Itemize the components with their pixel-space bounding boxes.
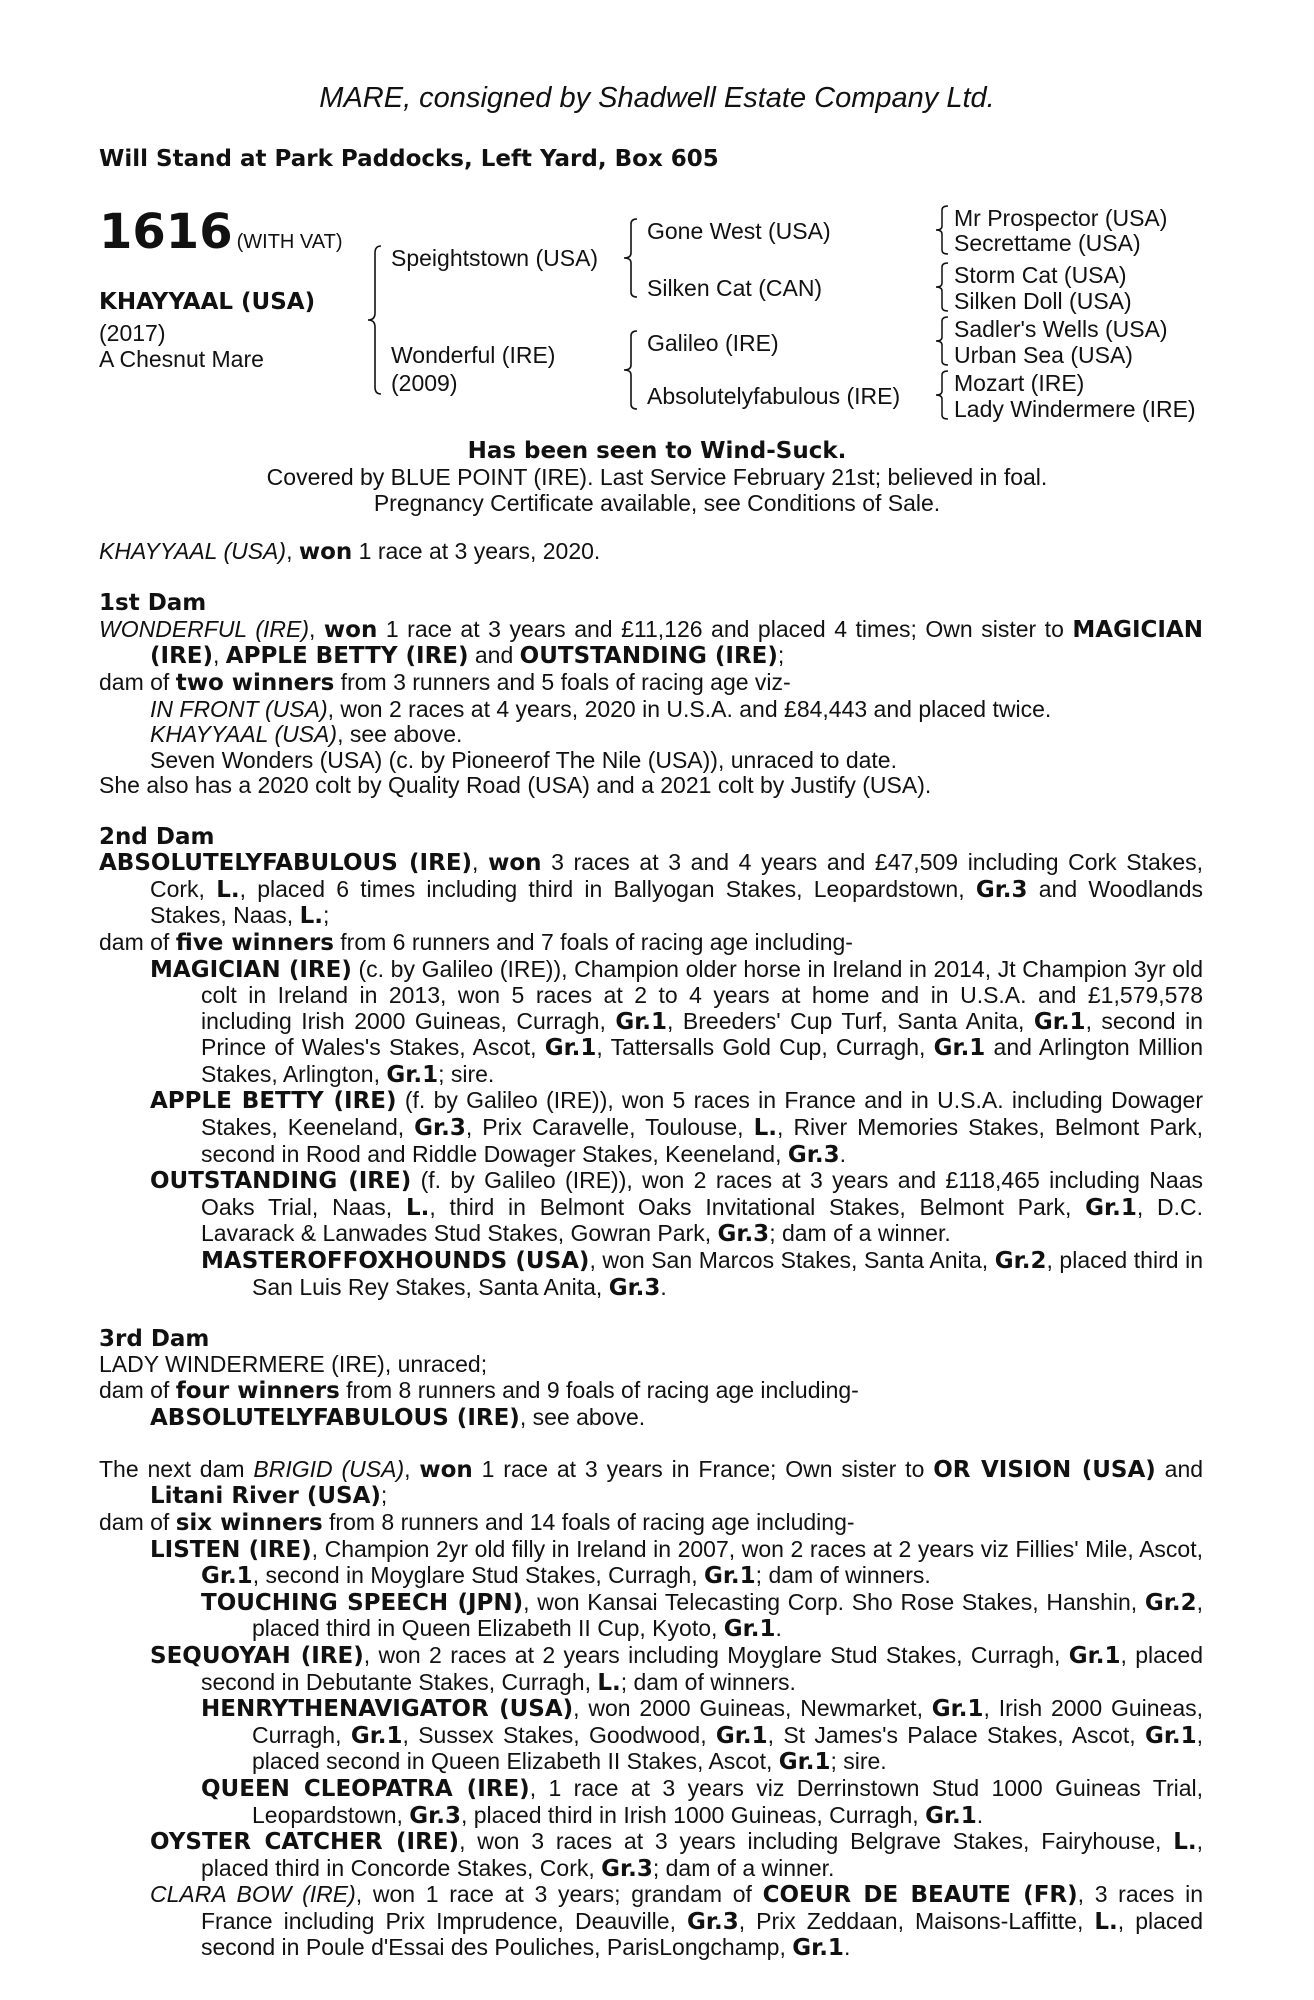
first-dam-heading: 1st Dam: [99, 590, 207, 617]
produce-outstanding: OUTSTANDING (IRE) (f. by Galileo (IRE)), won 2 races at 3 years and £118,465 including Naas Oaks Trial, Naas, L., third in Belmont Oaks Invitational Stakes, Belmont Park, Gr.1, D.C. Lavarack & Lanwades Stud Stakes, Gowran Park, Gr.3; dam of a winner.: [150, 1167, 1204, 1248]
first-dam-also: She also has a 2020 colt by Quality Road (USA) and a 2021 colt by Justify (USA).: [99, 772, 932, 799]
produce-touching-speech: TOUCHING SPEECH (JPN), won Kansai Telecasting Corp. Sho Rose Stakes, Hanshin, Gr.2, placed third in Queen Elizabeth II Cup, Kyoto, Gr.1.: [201, 1588, 1203, 1643]
pedigree-sire-sire: Gone West (USA): [647, 218, 831, 244]
pedigree-brace-g3: [934, 316, 952, 366]
covered-note: Covered by BLUE POINT (IRE). Last Service February 21st; believed in foal.: [266, 464, 1048, 490]
catalogue-body: [99, 539, 1203, 1962]
lot-number-line: [99, 204, 343, 260]
pedigree-brace-sire: [622, 218, 642, 298]
produce-henrythenavigator: HENRYTHENAVIGATOR (USA), won 2000 Guineas, Newmarket, Gr.1, Irish 2000 Guineas, Curragh, Gr.1, Sussex Stakes, Goodwood, Gr.1, St James's Palace Stakes, Ascot, Gr.1, placed second in Queen Elizabeth II Stakes, Ascot, Gr.1; sire.: [201, 1695, 1204, 1776]
pedigree-g3: Storm Cat (USA): [954, 262, 1127, 288]
pedigree-brace-g4: [934, 370, 952, 420]
produce-magician: MAGICIAN (IRE) (c. by Galileo (IRE)), Champion older horse in Ireland in 2014, Jt Champion 3yr old colt in Ireland in 2013, won 5 races at 2 to 4 years at home and in U.S.A. and £1,579,578 including Irish 2000 Guineas, Curragh, Gr.1, Breeders' Cup Turf, Santa Anita, Gr.1, second in Prince of Wales's Stakes, Ascot, Gr.1, Tattersalls Gold Cup, Curragh, Gr.1 and Arlington Million Stakes, Arlington, Gr.1; sire.: [150, 955, 1204, 1088]
pedigree-dam-year: (2009): [391, 370, 458, 396]
produce-in-front: IN FRONT (USA), won 2 races at 4 years, 2020 in U.S.A. and £84,443 and placed twice.: [150, 695, 1052, 722]
pedigree-g2: Secrettame (USA): [954, 230, 1141, 256]
pedigree-brace-g2: [934, 262, 952, 312]
pedigree-g4: Silken Doll (USA): [954, 288, 1132, 314]
produce-masteroffoxhounds: MASTEROFFOXHOUNDS (USA), won San Marcos Stakes, Santa Anita, Gr.2, placed third in San Luis Rey Stakes, Santa Anita, Gr.3.: [201, 1247, 1203, 1301]
first-dam-line: WONDERFUL (IRE), won 1 race at 3 years and £11,126 and placed 4 times; Own sister to MAGICIAN (IRE), APPLE BETTY (IRE) and OUTSTANDING (IRE);: [99, 615, 1203, 670]
horse-description: A Chesnut Mare: [99, 346, 264, 372]
pedigree-brace-dam: [622, 330, 642, 410]
pedigree-brace-g1: [934, 205, 952, 255]
stand-location: Will Stand at Park Paddocks, Left Yard, Box 605: [99, 146, 719, 172]
pedigree-dam-dam: Absolutelyfabulous (IRE): [647, 383, 901, 409]
produce-listen: LISTEN (IRE), Champion 2yr old filly in Ireland in 2007, won 2 races at 2 years viz Fillies' Mile, Ascot, Gr.1, second in Moyglare Stud Stakes, Curragh, Gr.1; dam of winners.: [150, 1535, 1203, 1590]
produce-khayyaal: KHAYYAAL (USA), see above.: [150, 721, 463, 748]
pedigree-g5: Sadler's Wells (USA): [954, 316, 1168, 342]
consignor-title: MARE, consigned by Shadwell Estate Company Ltd.: [319, 82, 995, 114]
second-dam-produce: dam of five winners from 6 runners and 7 foals of racing age including-: [99, 928, 853, 956]
next-dam-line: The next dam BRIGID (USA), won 1 race at 3 years in France; Own sister to OR VISION (USA) and Litani River (USA);: [99, 1455, 1204, 1510]
pedigree-g1: Mr Prospector (USA): [954, 205, 1168, 231]
pedigree-g8: Lady Windermere (IRE): [954, 396, 1196, 422]
produce-sequoyah: SEQUOYAH (IRE), won 2 races at 2 years including Moyglare Stud Stakes, Curragh, Gr.1, placed second in Debutante Stakes, Curragh, L.; dam of winners.: [150, 1641, 1203, 1696]
lot-number: 1616: [99, 204, 233, 260]
second-dam-heading: 2nd Dam: [99, 823, 215, 850]
pedigree-g7: Mozart (IRE): [954, 370, 1085, 396]
produce-oyster-catcher: OYSTER CATCHER (IRE), won 3 races at 3 years including Belgrave Stakes, Fairyhouse, L., placed third in Concorde Stakes, Cork, Gr.3; dam of a winner.: [150, 1828, 1204, 1882]
pedigree-brace-main: [366, 245, 386, 395]
third-dam-produce: dam of four winners from 8 runners and 9 foals of racing age including-: [99, 1377, 859, 1404]
notes-block: [0, 438, 1314, 516]
third-dam-line: LADY WINDERMERE (IRE), unraced;: [99, 1351, 488, 1378]
pregnancy-note: Pregnancy Certificate available, see Conditions of Sale.: [373, 490, 941, 516]
pedigree-g6: Urban Sea (USA): [954, 342, 1133, 368]
pedigree-dam: Wonderful (IRE): [391, 342, 556, 368]
produce-apple-betty: APPLE BETTY (IRE) (f. by Galileo (IRE)), won 5 races in France and in U.S.A. including Dowager Stakes, Keeneland, Gr.3, Prix Caravelle, Toulouse, L., River Memories Stakes, Belmont Park, second in Rood and Riddle Dowager Stakes, Keeneland, Gr.3.: [150, 1087, 1204, 1168]
pedigree-sire: Speightstown (USA): [391, 245, 599, 271]
horse-name: KHAYYAAL (USA): [99, 289, 316, 315]
intro-line: KHAYYAAL (USA), won 1 race at 3 years, 2020.: [99, 538, 601, 565]
first-dam-produce: dam of two winners from 3 runners and 5 foals of racing age viz-: [99, 668, 791, 696]
vat-note: (WITH VAT): [236, 231, 343, 253]
pedigree-dam-sire: Galileo (IRE): [647, 330, 779, 356]
produce-clara-bow: CLARA BOW (IRE), won 1 race at 3 years; grandam of COEUR DE BEAUTE (FR), 3 races in France including Prix Imprudence, Deauville, Gr.3, Prix Zeddaan, Maisons-Laffitte, L., placed second in Poule d'Essai des Pouliches, ParisLongchamp, Gr.1.: [150, 1881, 1204, 1962]
produce-queen-cleopatra: QUEEN CLEOPATRA (IRE), 1 race at 3 years viz Derrinstown Stud 1000 Guineas Trial, Leopardstown, Gr.3, placed third in Irish 1000 Guineas, Curragh, Gr.1.: [201, 1774, 1204, 1829]
pedigree-sire-dam: Silken Cat (CAN): [647, 275, 823, 301]
next-dam-produce: dam of six winners from 8 runners and 14 foals of racing age including-: [99, 1508, 855, 1536]
produce-seven-wonders: Seven Wonders (USA) (c. by Pioneerof The Nile (USA)), unraced to date.: [150, 746, 897, 773]
horse-year: (2017): [99, 320, 166, 346]
produce-absolutelyfabulous: ABSOLUTELYFABULOUS (IRE), see above.: [150, 1403, 646, 1431]
second-dam-line: ABSOLUTELYFABULOUS (IRE), won 3 races at 3 and 4 years and £47,509 including Cork Stakes, Cork, L., placed 6 times including third in Ballyogan Stakes, Leopardstown, Gr.3 and Woodlands Stakes, Naas, L.;: [99, 849, 1204, 930]
windsuck-note: Has been seen to Wind-Suck.: [467, 438, 847, 464]
third-dam-heading: 3rd Dam: [99, 1325, 210, 1352]
